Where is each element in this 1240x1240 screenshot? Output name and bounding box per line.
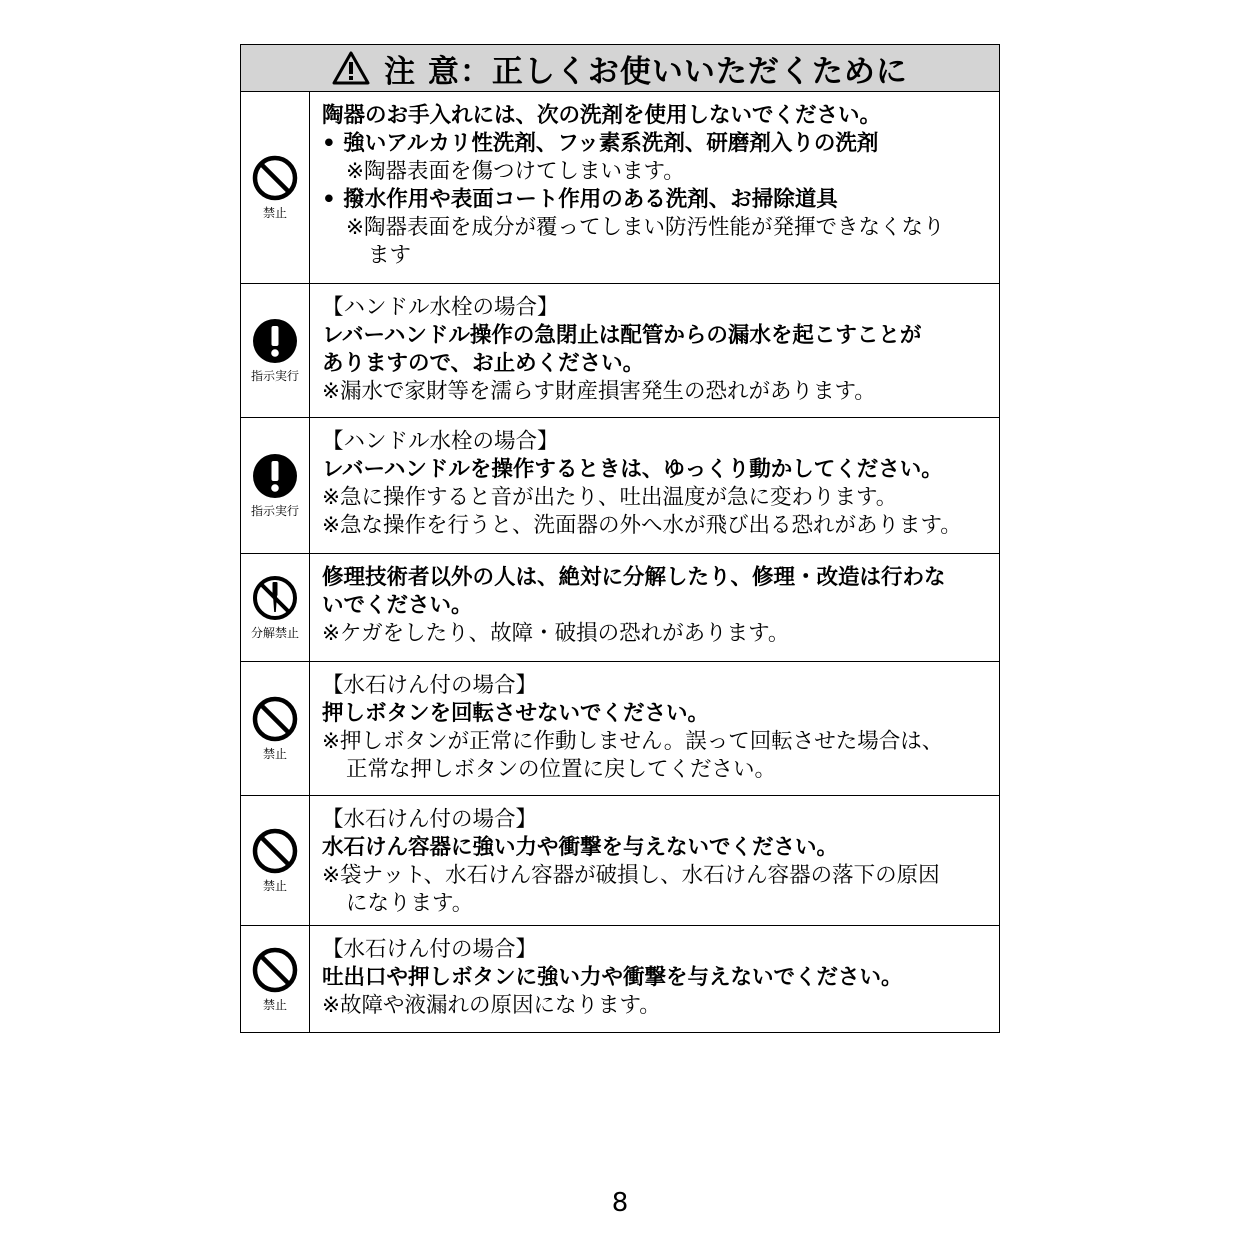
instruction-line: 吐出口や押しボタンに強い力や衝撃を与えないでください。 <box>322 965 903 990</box>
symbol-cell <box>241 796 310 925</box>
prohibited-icon <box>251 827 299 875</box>
instruction-line: 【水石けん付の場合】 <box>322 807 538 832</box>
caution-row <box>241 662 999 796</box>
symbol-label: 禁止 <box>262 879 287 893</box>
instruction-line: レバーハンドル操作の急閉止は配管からの漏水を起こすことが <box>322 323 922 348</box>
symbol-cell <box>241 662 310 795</box>
instruction-line: • 強いアルカリ性洗剤、フッ素系洗剤、研磨剤入りの洗剤 <box>322 131 879 156</box>
caution-row <box>241 284 999 418</box>
instruction-line: ※急な操作を行うと、洗面器の外へ水が飛び出る恐れがあります。 <box>322 513 962 538</box>
instruction-line: 【水石けん付の場合】 <box>322 673 538 698</box>
instruction-text <box>310 554 999 661</box>
instruction-line: 陶器のお手入れには、次の洗剤を使用しないでください。 <box>322 103 882 128</box>
instruction-line: 正常な押しボタンの位置に戻してください。 <box>346 757 777 782</box>
warning-triangle-icon <box>332 51 370 85</box>
prohibited-icon <box>251 154 299 202</box>
instruction-text <box>310 418 999 553</box>
caution-notice-table <box>240 44 1000 1033</box>
caution-row <box>241 796 999 926</box>
symbol-cell <box>241 284 310 417</box>
instruction-line: 【ハンドル水栓の場合】 <box>322 295 559 320</box>
instruction-line: になります。 <box>346 891 474 916</box>
caution-row <box>241 926 999 1032</box>
symbol-label: 禁止 <box>262 997 287 1012</box>
symbol-cell <box>241 418 310 553</box>
instruction-line: 押しボタンを回転させないでください。 <box>322 701 710 726</box>
instruction-line: 【水石けん付の場合】 <box>322 937 538 962</box>
instruction-line: ※押しボタンが正常に作動しません。誤って回転させた場合は、 <box>322 729 944 754</box>
instruction-line: ※漏水で家財等を濡らす財産損害発生の恐れがあります。 <box>322 379 876 404</box>
caution-row <box>241 92 999 284</box>
page-number: 8 <box>611 1188 629 1218</box>
symbol-cell <box>241 926 310 1032</box>
caution-rows <box>241 92 999 1032</box>
prohibited-icon <box>251 695 299 743</box>
caution-row <box>241 418 999 554</box>
symbol-label: 禁止 <box>262 206 287 220</box>
instruction-line: ※急に操作すると音が出たり、吐出温度が急に変わります。 <box>322 485 898 510</box>
caution-row <box>241 554 999 662</box>
instruction-text <box>310 926 999 1032</box>
instruction-text <box>310 796 999 925</box>
instruction-line: レバーハンドルを操作するときは、ゆっくり動かしてください。 <box>322 457 943 482</box>
instruction-text <box>310 92 999 283</box>
mandatory-action-icon <box>251 452 299 500</box>
symbol-cell <box>241 92 310 283</box>
symbol-cell <box>241 554 310 661</box>
caution-title: 注 意：正しくお使いいただくために <box>384 53 908 90</box>
instruction-text <box>310 284 999 417</box>
instruction-line: ます <box>368 243 412 268</box>
instruction-line: • 撥水作用や表面コート作用のある洗剤、お掃除道具 <box>322 187 838 212</box>
symbol-label: 指示実行 <box>250 504 299 518</box>
prohibited-icon <box>251 946 299 994</box>
caution-header <box>241 45 999 92</box>
instruction-line: いでください。 <box>322 593 473 618</box>
symbol-label: 分解禁止 <box>250 626 299 640</box>
instruction-line: ※袋ナット、水石けん容器が破損し、水石けん容器の落下の原因 <box>322 863 940 888</box>
instruction-text <box>310 662 999 795</box>
instruction-line: ※ケガをしたり、故障・破損の恐れがあります。 <box>322 621 790 646</box>
mandatory-action-icon <box>251 317 299 365</box>
instruction-line: ※故障や液漏れの原因になります。 <box>322 993 661 1018</box>
instruction-line: 【ハンドル水栓の場合】 <box>322 429 559 454</box>
symbol-label: 指示実行 <box>250 369 299 383</box>
no-disassembly-icon <box>251 574 299 622</box>
instruction-line: ※陶器表面を傷つけてしまいます。 <box>346 159 685 184</box>
symbol-label: 禁止 <box>262 747 287 761</box>
instruction-line: 水石けん容器に強い力や衝撃を与えないでください。 <box>322 835 839 860</box>
instruction-line: 修理技術者以外の人は、絶対に分解したり、修理・改造は行わな <box>322 565 946 590</box>
instruction-line: ※陶器表面を成分が覆ってしまい防汚性能が発揮できなくなり <box>346 215 945 240</box>
instruction-line: ありますので、お止めください。 <box>322 351 645 376</box>
